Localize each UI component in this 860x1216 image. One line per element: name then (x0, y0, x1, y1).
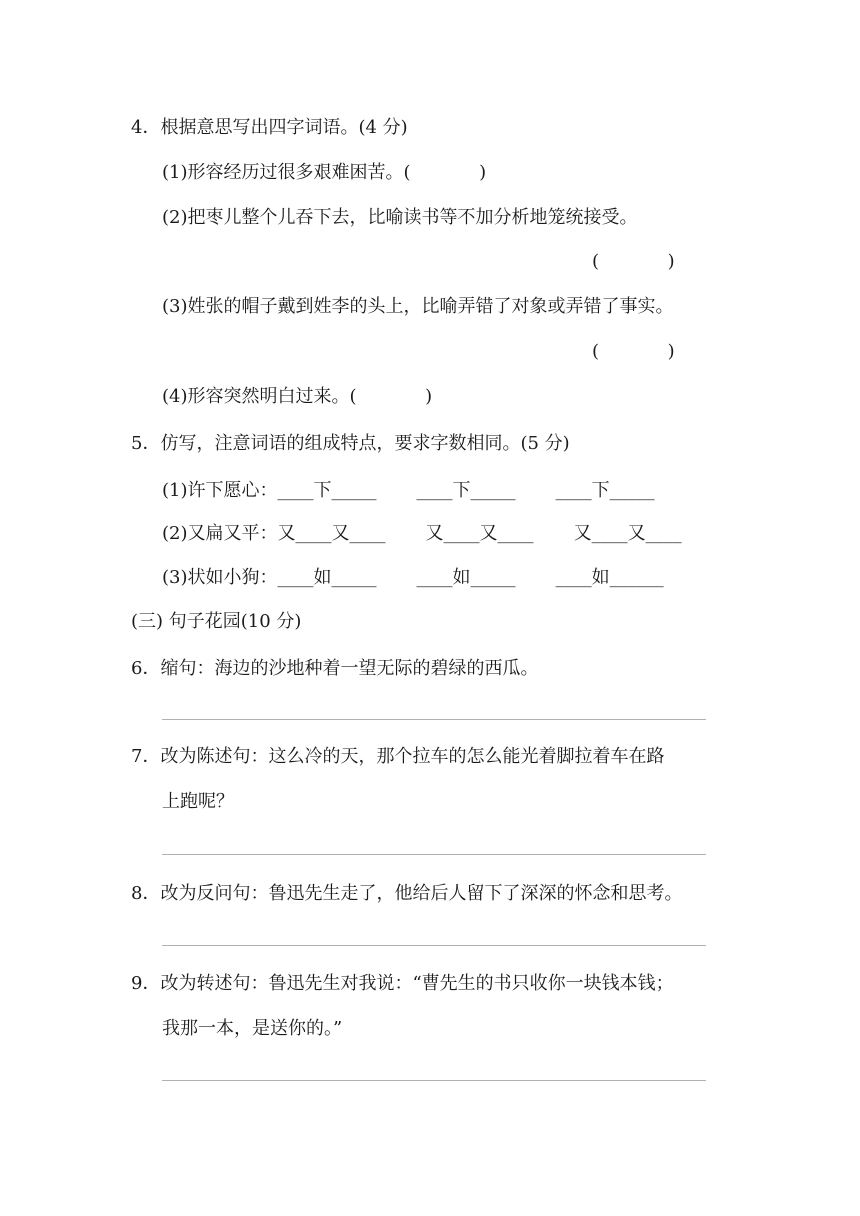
q8-answer-line[interactable] (162, 945, 706, 946)
q4-item-4: (4)形容突然明白过来。( ) (162, 386, 433, 407)
q4-item-3-answer-parens: ( ) (592, 341, 675, 362)
q4-item-2: (2)把枣儿整个儿吞下去，比喻读书等不加分析地笼统接受。 (162, 207, 638, 228)
q7-text-line-2: 上跑呢？ (162, 791, 234, 812)
q5-row-1: (1)许下愿心：____下_____ ____下_____ ____下_____ (162, 480, 655, 501)
q7-answer-line[interactable] (162, 854, 706, 855)
q4-item-3: (3)姓张的帽子戴到姓李的头上，比喻弄错了对象或弄错了事实。 (162, 296, 674, 317)
q5-row-3: (3)状如小狗：____如_____ ____如_____ ____如______ (162, 567, 664, 588)
q6-text: 6．缩句：海边的沙地种着一望无际的碧绿的西瓜。 (131, 658, 539, 679)
q6-answer-line[interactable] (162, 719, 706, 720)
q9-answer-line[interactable] (162, 1080, 706, 1081)
q4-title: 4．根据意思写出四字词语。(4 分) (131, 117, 408, 138)
q8-text: 8．改为反问句：鲁迅先生走了，他给后人留下了深深的怀念和思考。 (131, 883, 683, 904)
q4-item-1: (1)形容经历过很多艰难困苦。( ) (162, 162, 487, 183)
q7-text-line-1: 7．改为陈述句：这么冷的天，那个拉车的怎么能光着脚拉着车在路 (131, 746, 665, 767)
q4-item-2-answer-parens: ( ) (592, 251, 675, 272)
section-3-heading: (三) 句子花园(10 分) (131, 611, 302, 632)
q9-text-line-2: 我那一本，是送你的。” (162, 1018, 343, 1039)
q5-title: 5．仿写，注意词语的组成特点，要求字数相同。(5 分) (131, 433, 570, 454)
q5-row-2: (2)又扁又平：又____又____ 又____又____ 又____又____ (162, 523, 682, 544)
q9-text-line-1: 9．改为转述句：鲁迅先生对我说：“曹先生的书只收你一块钱本钱； (131, 973, 674, 994)
